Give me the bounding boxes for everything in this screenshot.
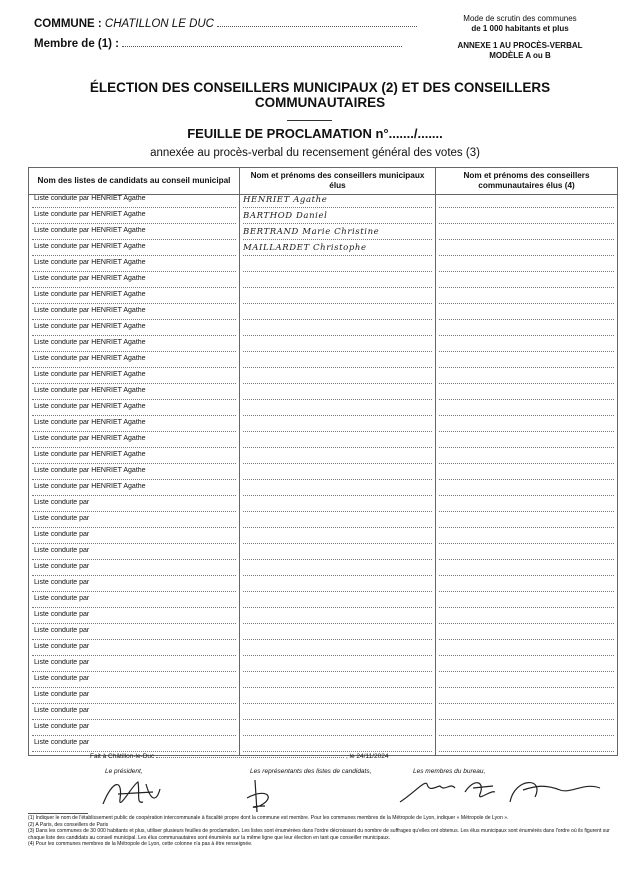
bureau-signatures [395, 772, 605, 812]
list-name: Liste conduite par [32, 643, 236, 656]
community-elected [439, 291, 614, 304]
list-name: Liste conduite par HENRIET Agathe [32, 435, 236, 448]
list-name: Liste conduite par HENRIET Agathe [32, 355, 236, 368]
municipal-elected [243, 627, 432, 640]
footnote-4: (4) Pour les communes membres de la Métropole de Lyon, cette colonne n'a pas à être renseignée. [28, 841, 253, 847]
community-elected-cell [436, 275, 618, 291]
table-row [29, 275, 618, 291]
title-rule [287, 120, 332, 121]
representant-signature [235, 776, 285, 816]
footnote-rule [28, 813, 88, 814]
community-elected [439, 339, 614, 352]
membre-label: Membre de (1) : [34, 38, 119, 50]
community-elected [439, 419, 614, 432]
municipal-elected-cell [240, 515, 436, 531]
fait-a: Fait à Châtillon-le-Duc [90, 753, 155, 760]
municipal-elected-cell [240, 451, 436, 467]
list-name: Liste conduite par HENRIET Agathe [32, 195, 236, 208]
list-name: Liste conduite par HENRIET Agathe [32, 387, 236, 400]
list-name: Liste conduite par HENRIET Agathe [32, 259, 236, 272]
community-elected-cell [436, 515, 618, 531]
title-line-2: COMMUNAUTAIRES [254, 95, 386, 110]
page-title [40, 80, 600, 110]
list-name-cell [29, 691, 240, 707]
municipal-elected-cell [240, 547, 436, 563]
table-row [29, 643, 618, 659]
community-elected-cell [436, 435, 618, 451]
community-elected-cell [436, 339, 618, 355]
list-name: Liste conduite par [32, 707, 236, 720]
list-name: Liste conduite par HENRIET Agathe [32, 275, 236, 288]
community-elected-cell [436, 675, 618, 691]
community-elected-cell [436, 483, 618, 499]
community-elected-cell [436, 643, 618, 659]
table-row [29, 467, 618, 483]
community-elected [439, 323, 614, 336]
list-name-cell [29, 323, 240, 339]
municipal-elected [243, 291, 432, 304]
president-label: Le président, [105, 768, 143, 775]
header-left [34, 14, 417, 54]
list-name: Liste conduite par HENRIET Agathe [32, 451, 236, 464]
municipal-elected-cell [240, 723, 436, 739]
list-name: Liste conduite par [32, 563, 236, 576]
municipal-elected [243, 579, 432, 592]
list-name: Liste conduite par HENRIET Agathe [32, 419, 236, 432]
community-elected-cell [436, 531, 618, 547]
community-elected [439, 259, 614, 272]
list-name-cell [29, 275, 240, 291]
municipal-elected-cell [240, 355, 436, 371]
community-elected-cell [436, 723, 618, 739]
community-elected-cell [436, 739, 618, 756]
municipal-elected-cell [240, 419, 436, 435]
municipal-elected [243, 259, 432, 272]
municipal-elected-cell [240, 691, 436, 707]
list-name-cell [29, 307, 240, 323]
community-elected [439, 563, 614, 576]
municipal-elected [243, 611, 432, 624]
table-row [29, 339, 618, 355]
community-elected-cell [436, 387, 618, 403]
list-name-cell [29, 547, 240, 563]
community-elected-cell [436, 691, 618, 707]
table-row [29, 403, 618, 419]
header-right [430, 14, 610, 61]
community-elected [439, 371, 614, 384]
community-elected [439, 627, 614, 640]
community-elected-cell [436, 259, 618, 275]
commune-line [34, 14, 417, 34]
municipal-elected [243, 371, 432, 384]
municipal-elected [243, 675, 432, 688]
municipal-elected-cell [240, 531, 436, 547]
membres-label: Les membres du bureau, [413, 768, 486, 775]
title-line-1: ÉLECTION DES CONSEILLERS MUNICIPAUX (2) ET DES CONSEILLERS [89, 80, 551, 95]
list-name-cell [29, 531, 240, 547]
footnote-2: (2) A Paris, des conseillers de Paris [28, 821, 109, 828]
list-name: Liste conduite par [32, 499, 236, 512]
list-name: Liste conduite par [32, 675, 236, 688]
list-name: Liste conduite par HENRIET Agathe [32, 243, 236, 256]
municipal-elected [243, 691, 432, 704]
table-row [29, 259, 618, 275]
community-elected-cell [436, 451, 618, 467]
table-row [29, 499, 618, 515]
community-elected-cell [436, 195, 618, 212]
community-elected [439, 579, 614, 592]
header-community: Nom et prénoms des conseillers communautaires élus (4) [436, 168, 618, 195]
footnote-3: (3) Dans les communes de 30 000 habitants et plus, utiliser plusieurs feuilles de proclamation. Les listes sont énumérées dans l'ordre décroissant du nombre de suffrages qu'elles ont obtenus. Les élus municipaux sont énumérés dans l'ordre où ils figurent sur chaque liste des candidats au conseil municipal. Les élus communautaires sont énumérés sur la même ligne que leur élection en tant que conseiller municipaux. [28, 828, 610, 841]
municipal-elected [243, 723, 432, 736]
municipal-elected-cell [240, 243, 436, 259]
list-name-cell [29, 707, 240, 723]
municipal-elected [243, 435, 432, 448]
community-elected-cell [436, 595, 618, 611]
table-row [29, 595, 618, 611]
list-name: Liste conduite par [32, 579, 236, 592]
table-row [29, 355, 618, 371]
community-elected [439, 531, 614, 544]
community-elected [439, 691, 614, 704]
municipal-elected [243, 531, 432, 544]
table-row [29, 707, 618, 723]
table-row [29, 483, 618, 499]
header-lists: Nom des listes de candidats au conseil municipal [29, 168, 240, 195]
list-name-cell [29, 339, 240, 355]
list-name-cell [29, 355, 240, 371]
list-name: Liste conduite par HENRIET Agathe [32, 291, 236, 304]
list-name-cell [29, 723, 240, 739]
table-row [29, 291, 618, 307]
community-elected-cell [436, 547, 618, 563]
municipal-elected: HENRIET Agathe [243, 195, 432, 208]
municipal-elected [243, 659, 432, 672]
community-elected [439, 515, 614, 528]
annexe-label: ANNEXE 1 AU PROCÈS-VERBAL [457, 41, 583, 50]
municipal-elected-cell [240, 259, 436, 275]
community-elected [439, 195, 614, 208]
community-elected [439, 387, 614, 400]
list-name: Liste conduite par [32, 515, 236, 528]
commune-label: COMMUNE : [34, 18, 102, 30]
municipal-elected: MAILLARDET Christophe [243, 243, 432, 256]
list-name: Liste conduite par [32, 659, 236, 672]
list-name-cell [29, 595, 240, 611]
community-elected-cell [436, 419, 618, 435]
list-name-cell [29, 387, 240, 403]
municipal-elected-cell [240, 291, 436, 307]
community-elected [439, 403, 614, 416]
president-signature [98, 774, 168, 816]
community-elected [439, 643, 614, 656]
list-name-cell [29, 579, 240, 595]
community-elected [439, 611, 614, 624]
municipal-elected: BERTRAND Marie Christine [243, 227, 432, 240]
municipal-elected-cell [240, 595, 436, 611]
community-elected-cell [436, 707, 618, 723]
municipal-elected-cell [240, 371, 436, 387]
modele-label: MODÈLE A ou B [489, 51, 551, 60]
list-name-cell [29, 563, 240, 579]
list-name-cell [29, 515, 240, 531]
municipal-elected [243, 403, 432, 416]
list-name: Liste conduite par [32, 611, 236, 624]
municipal-elected [243, 595, 432, 608]
community-elected [439, 483, 614, 496]
list-name: Liste conduite par HENRIET Agathe [32, 483, 236, 496]
municipal-elected-cell [240, 211, 436, 227]
proclamation-table [28, 167, 618, 756]
community-elected [439, 227, 614, 240]
list-name-cell [29, 419, 240, 435]
list-name-cell [29, 371, 240, 387]
list-name-cell [29, 675, 240, 691]
table-row [29, 563, 618, 579]
list-name: Liste conduite par [32, 691, 236, 704]
municipal-elected [243, 387, 432, 400]
table-row [29, 211, 618, 227]
community-elected-cell [436, 243, 618, 259]
feuille-title: FEUILLE DE PROCLAMATION n°......./....... [187, 126, 443, 141]
list-name-cell [29, 627, 240, 643]
municipal-elected-cell [240, 195, 436, 212]
list-name-cell [29, 211, 240, 227]
membre-dotted-line [122, 38, 402, 47]
table-row [29, 547, 618, 563]
municipal-elected [243, 339, 432, 352]
municipal-elected [243, 707, 432, 720]
community-elected [439, 467, 614, 480]
fait-dotted-line [156, 752, 344, 758]
list-name: Liste conduite par HENRIET Agathe [32, 307, 236, 320]
municipal-elected [243, 419, 432, 432]
footnotes [28, 815, 618, 848]
municipal-elected-cell [240, 627, 436, 643]
table-row [29, 371, 618, 387]
community-elected-cell [436, 467, 618, 483]
commune-value: CHATILLON LE DUC [104, 18, 214, 30]
municipal-elected [243, 547, 432, 560]
table-row [29, 323, 618, 339]
municipal-elected: BARTHOD Daniel [243, 211, 432, 224]
list-name-cell [29, 499, 240, 515]
fait-date: , le 24/11/2024 [345, 753, 389, 760]
list-name-cell [29, 435, 240, 451]
community-elected-cell [436, 211, 618, 227]
table-row [29, 723, 618, 739]
list-name: Liste conduite par [32, 723, 236, 736]
community-elected [439, 307, 614, 320]
table-row [29, 243, 618, 259]
table-row [29, 515, 618, 531]
list-name-cell [29, 403, 240, 419]
community-elected-cell [436, 611, 618, 627]
table-row [29, 307, 618, 323]
community-elected-cell [436, 403, 618, 419]
list-name-cell [29, 611, 240, 627]
municipal-elected-cell [240, 403, 436, 419]
table-row [29, 195, 618, 212]
municipal-elected-cell [240, 579, 436, 595]
community-elected-cell [436, 371, 618, 387]
scrutin-threshold: de 1 000 habitants et plus [471, 24, 569, 33]
municipal-elected-cell [240, 563, 436, 579]
community-elected [439, 243, 614, 256]
municipal-elected [243, 499, 432, 512]
municipal-elected-cell [240, 435, 436, 451]
community-elected-cell [436, 323, 618, 339]
table-row [29, 531, 618, 547]
representants-label: Les représentants des listes de candidats, [250, 768, 372, 775]
municipal-elected-cell [240, 387, 436, 403]
commune-dotted-line [217, 18, 417, 27]
municipal-elected-cell [240, 707, 436, 723]
list-name-cell [29, 643, 240, 659]
municipal-elected [243, 307, 432, 320]
list-name-cell [29, 291, 240, 307]
table-row [29, 675, 618, 691]
scrutin-mode: Mode de scrutin des communes [463, 14, 577, 23]
table-row [29, 227, 618, 243]
list-name-cell [29, 659, 240, 675]
table-row [29, 611, 618, 627]
municipal-elected [243, 355, 432, 368]
list-name: Liste conduite par [32, 739, 236, 752]
municipal-elected [243, 563, 432, 576]
list-name: Liste conduite par [32, 595, 236, 608]
fait-line [90, 752, 388, 760]
table-row [29, 451, 618, 467]
list-name-cell [29, 227, 240, 243]
list-name: Liste conduite par HENRIET Agathe [32, 323, 236, 336]
municipal-elected-cell [240, 483, 436, 499]
community-elected-cell [436, 627, 618, 643]
municipal-elected-cell [240, 227, 436, 243]
list-name: Liste conduite par HENRIET Agathe [32, 467, 236, 480]
community-elected [439, 739, 614, 752]
list-name: Liste conduite par HENRIET Agathe [32, 371, 236, 384]
footnote-1: (1) Indiquer le nom de l'établissement public de coopération intercommunale à fiscalité propre dont la commune est membre. Pour les communes membres de la Métropole de Lyon, indiquer « Métropole de Lyon ». [28, 815, 509, 821]
list-name-cell [29, 483, 240, 499]
municipal-elected [243, 515, 432, 528]
list-name: Liste conduite par [32, 531, 236, 544]
municipal-elected [243, 643, 432, 656]
community-elected-cell [436, 579, 618, 595]
list-name: Liste conduite par [32, 627, 236, 640]
community-elected [439, 499, 614, 512]
list-name-cell [29, 259, 240, 275]
community-elected [439, 355, 614, 368]
list-name-cell [29, 467, 240, 483]
community-elected-cell [436, 307, 618, 323]
community-elected-cell [436, 563, 618, 579]
municipal-elected [243, 483, 432, 496]
table-row [29, 691, 618, 707]
municipal-elected [243, 451, 432, 464]
table-row [29, 627, 618, 643]
list-name: Liste conduite par HENRIET Agathe [32, 227, 236, 240]
community-elected [439, 659, 614, 672]
header-municipal: Nom et prénoms des conseillers municipaux élus [240, 168, 436, 195]
municipal-elected-cell [240, 307, 436, 323]
table-row [29, 419, 618, 435]
community-elected [439, 435, 614, 448]
table-row [29, 435, 618, 451]
municipal-elected [243, 467, 432, 480]
community-elected [439, 707, 614, 720]
community-elected [439, 723, 614, 736]
list-name: Liste conduite par HENRIET Agathe [32, 211, 236, 224]
list-name: Liste conduite par HENRIET Agathe [32, 339, 236, 352]
membre-line [34, 34, 417, 54]
list-name-cell [29, 195, 240, 212]
list-name: Liste conduite par [32, 547, 236, 560]
community-elected [439, 675, 614, 688]
community-elected-cell [436, 227, 618, 243]
table-row [29, 579, 618, 595]
community-elected-cell [436, 291, 618, 307]
municipal-elected-cell [240, 611, 436, 627]
table-row [29, 659, 618, 675]
community-elected [439, 211, 614, 224]
list-name-cell [29, 243, 240, 259]
municipal-elected-cell [240, 643, 436, 659]
municipal-elected-cell [240, 323, 436, 339]
community-elected [439, 547, 614, 560]
table-row [29, 387, 618, 403]
community-elected [439, 451, 614, 464]
municipal-elected [243, 739, 432, 752]
community-elected [439, 275, 614, 288]
municipal-elected-cell [240, 275, 436, 291]
community-elected-cell [436, 659, 618, 675]
municipal-elected [243, 323, 432, 336]
municipal-elected-cell [240, 467, 436, 483]
municipal-elected-cell [240, 339, 436, 355]
municipal-elected-cell [240, 675, 436, 691]
municipal-elected [243, 275, 432, 288]
list-name: Liste conduite par HENRIET Agathe [32, 403, 236, 416]
municipal-elected-cell [240, 499, 436, 515]
list-name-cell [29, 451, 240, 467]
community-elected-cell [436, 355, 618, 371]
table-header-row [29, 168, 618, 195]
annexee-subtitle: annexée au procès-verbal du recensement général des votes (3) [150, 147, 480, 159]
municipal-elected-cell [240, 659, 436, 675]
community-elected-cell [436, 499, 618, 515]
community-elected [439, 595, 614, 608]
